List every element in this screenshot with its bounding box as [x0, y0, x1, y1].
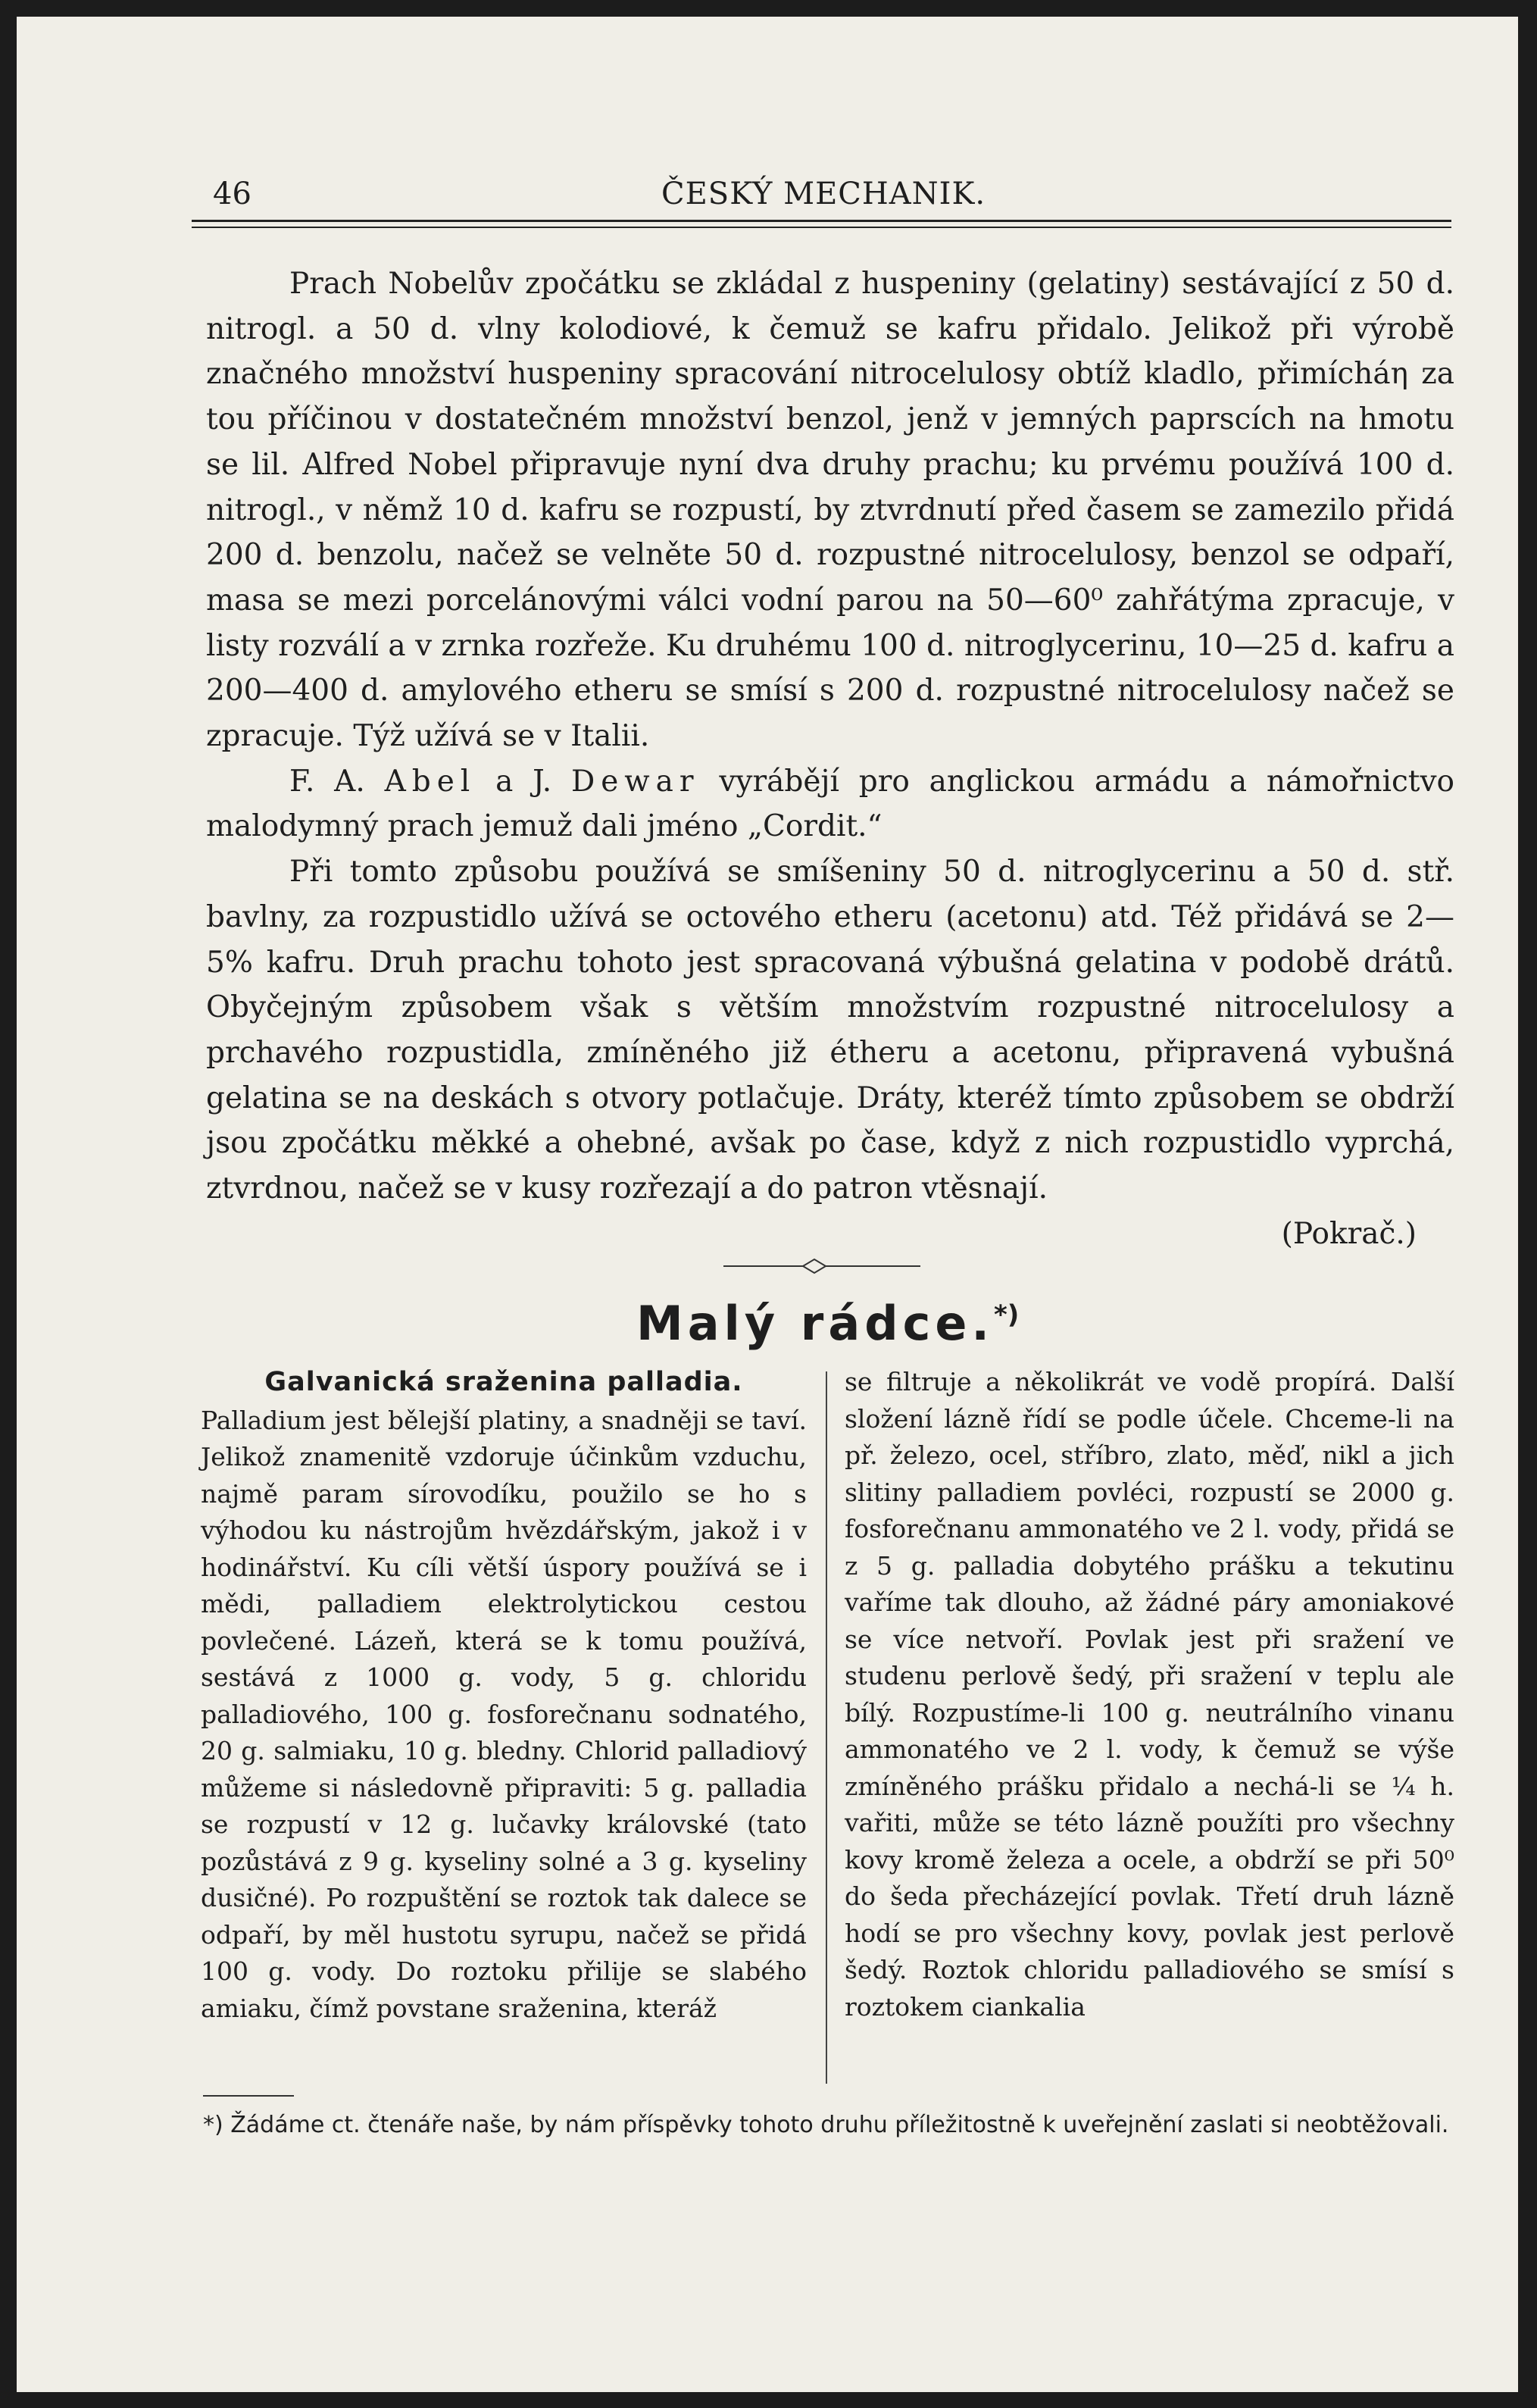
abel-conj: a J. [495, 764, 552, 799]
column-heading: Galvanická sraženina palladia. [264, 1367, 743, 1397]
name-abel: Abel [384, 764, 476, 799]
column-left-text: Palladium jest bělejší platiny, a snadněji se taví. Jelikož znamenitě vzdoruje účinkům vzduchu, najmě param sírovodíku, použilo se ho s výhodou ku nástrojům hvězdářským, jakož i v hodinářství. Ku cíli větší úspory používá se i mědi, palladiem elektrolytickou cestou povlečené. Lázeň, která se k tomu používá, sestává z 1000 g. vody, 5 g. chloridu palladiového, 100 g. fosforečnanu sodnatého, 20 g. salmiaku, 10 g. bledny. Chlorid palladiový můžeme si následovně připraviti: 5 g. palladia se rozpustí v 12 g. lučavky královské (tato pozůstává z 9 g. kyseliny solné a 3 g. kyseliny dusičné). Po rozpuštění se roztok tak dalece se odpaří, by měl hustotu syrupu, načež se přidá 100 g. vody. Do roztoku přilije se slabého amiaku, čímž povstane sraženina, kteráž [201, 1405, 807, 2023]
running-title: ČESKÝ MECHANIK. [661, 177, 986, 211]
footnote-rule [203, 2095, 294, 2097]
paragraph-cordit: Při tomto způsobu používá se smíšeniny 50 d. nitroglycerinu a 50 d. stř. bavlny, za rozpustidlo užívá se octového etheru (acetonu) atd. Též přidává se 2—5% kafru. Druh prachu tohoto jest spracovaná výbušná gelatina v podobě drátů. Obyčejným způsobem však s větším množstvím rozpustné nitrocelulosy a prchavého rozpustidla, zmíněného již étheru a acetonu, připravená vybušná gelatina se na deskách s otvory potlačuje. Dráty, kteréž tímto způsobem se obdrží jsou zpočátku měkké a ohebné, avšak po čase, když z nich rozpustidlo vyprchá, ztvrdnou, načež se v kusy rozřezají a do patron vtěsnají. [206, 855, 1454, 1206]
abel-rest: vyrábějí pro anglickou armádu a námořnictvo malodymný prach jemuž dali jméno „Cordit.“ [206, 764, 1454, 844]
column-left [201, 1364, 807, 2027]
page-number: 46 [213, 177, 251, 211]
name-dewar: Dewar [570, 764, 700, 799]
continued-note: (Pokrač.) [1281, 1216, 1417, 1251]
header-rule-bottom [192, 227, 1451, 228]
section-title [636, 1296, 1019, 1351]
paragraph-nobel: Prach Nobelův zpočátku se zkládal z huspeniny (gelatiny) sestávající z 50 d. nitrogl. a 50 d. vlny kolodiové, k čemuž se kafru přidalo. Jelikož při výrobě značného množství huspeniny spracování nitrocelulosy obtíž kladlo, přimícháη za tou příčinou v dostatečném množství benzol, jenž v jemných paprscích na hmotu se lil. Alfred Nobel připravuje nyní dva druhy prachu; ku prvému používá 100 d. nitrogl., v němž 10 d. kafru se rozpustí, by ztvrdnutí před časem se zamezilo přidá 200 d. benzolu, načež se velněte 50 d. rozpustné nitrocelulosy, benzol se odpaří, masa se mezi porcelánovými válci vodní parou na 50—60⁰ zahřátýma zpracuje, v listy rozválí a v zrnka rozřeže. Ku druhému 100 d. nitroglycerinu, 10—25 d. kafru a 200—400 d. amylového etheru se smísí s 200 d. rozpustné nitrocelulosy načež se zpracuje. Týž užívá se v Italii. [206, 267, 1454, 754]
column-right-text: se filtruje a několikrát ve vodě propírá. Další složení lázně řídí se podle účele. Chceme-li na př. železo, ocel, stříbro, zlato, měď, nikl a jich slitiny palladiem povléci, rozpustí se 2000 g. fosforečnanu ammonatého ve 2 l. vody, přidá se z 5 g. palladia dobytého prášku a tekutinu vaříme tak dlouho, až žádné páry amoniakové se více netvoří. Povlak jest při sražení ve studenu perlově šedý, při sražení v teplu ale bílý. Rozpustíme-li 100 g. neutrálního vinanu ammonatého ve 2 l. vody, k čemuž se výše zmíněného prášku přidalo a nechá-li se ¼ h. vařiti, může se této lázně použíti pro všechny kovy kromě železa a ocele, a obdrží se při 50⁰ do šeda přecházející povlak. Třetí druh lázně hodí se pro všechny kovy, povlak jest perlově šedý. Roztok chloridu palladiového se smísí s roztokem ciankalia [845, 1367, 1454, 2022]
abel-prefix: F. A. [289, 764, 365, 799]
header-rule-top [192, 220, 1451, 222]
section-title-footnote-mark: *) [993, 1299, 1020, 1331]
column-right [845, 1364, 1454, 2025]
article-body [206, 261, 1454, 1256]
ornament-divider [723, 1255, 920, 1277]
paragraph-abel-dewar [206, 759, 1454, 849]
footnote: *) Žádáme ct. čtenáře naše, by nám příspěvky tohoto druhu příležitostně k uveřejnění zaslati si neobtěžovali. [203, 2112, 1449, 2138]
column-divider [826, 1371, 827, 2084]
section-title-text: Malý rádce. [636, 1296, 994, 1351]
page-header [192, 170, 1451, 216]
